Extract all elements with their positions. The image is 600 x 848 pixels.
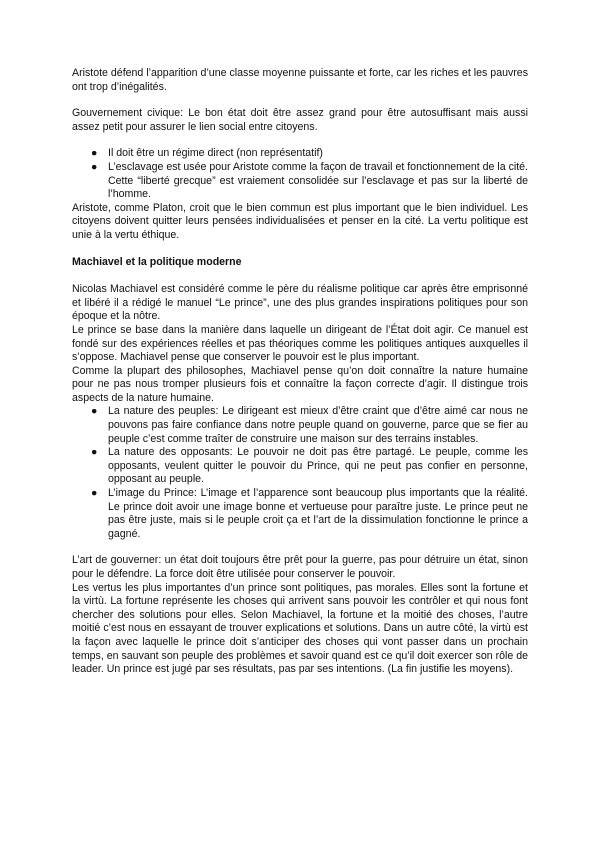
paragraph-bien-commun: Aristote, comme Platon, croit que le bien commun est plus important que le bien individuel. Les citoyens doivent quitter leurs pensées individualisées et penser en la cité. La vertu politique est unie à la vertu éthique.: [72, 201, 528, 241]
paragraph-classe-moyenne: Aristote défend l’apparition d’une classe moyenne puissante et forte, car les riches et les pauvres ont trop d’inégalités.: [72, 67, 528, 93]
paragraph-art-de-gouverner: L’art de gouverner: un état doit toujours être prêt pour la guerre, pas pour détruire un état, sinon pour le défendre. La force doit être utilisée pour conserver le pouvoir.: [72, 554, 528, 580]
paragraph-nature-humaine: Comme la plupart des philosophes, Machiavel pense qu’on doit connaître la nature humaine pour ne pas nous tromper plusieurs fois et connaître la façon correcte d’agir. Il distingue trois aspects de la nature humaine.: [72, 364, 528, 404]
bullet-icon: ●: [91, 160, 98, 173]
bullet-icon: ●: [91, 446, 98, 459]
paragraph-gouvernement-civique: Gouvernement civique: Le bon état doit être assez grand pour être autosuffisant mais aussi assez petit pour assurer le lien social entre citoyens.: [72, 107, 528, 133]
list-item: ● L’esclavage est usée pour Aristote comme la façon de travail et fonctionnement de la cité. Cette “liberté grecque” est vraiement consolidée sur l’esclavage et pas sur la liberté de l’homme.: [91, 160, 528, 201]
paragraph-vertus: Les vertus les plus importantes d’un prince sont politiques, pas morales. Elles sont la fortune et la virtù. La fortune représente les choses qui arrivent sans pouvoir les contrôler et qui nous font chercher des solutions pour elles. Selon Machiavel, la fortune et la moitié des choses, l’autre moitié c’est nous en essayant de trouver explications et solutions. Dans un autre côté, la virtù est la façon avec laquelle le prince doit s’anticiper des choses qui vont passer dans un prochain temps, en sauvant son peuple des problèmes et savoir quand est ce qu’il doit exercer son rôle de leader. Un prince est jugé par ses résultats, pas par ses intentions. (La fin justifie les moyens).: [72, 581, 528, 676]
bullet-icon: ●: [91, 487, 98, 500]
list-item: ● Il doit être un régime direct (non représentatif): [91, 147, 323, 160]
bullet-list-nature: [72, 405, 528, 541]
list-item: ● L’image du Prince: L’image et l’apparence sont beaucoup plus importants que la réalité. Le prince doit avoir une image bonne et vertueuse pour paraître juste. Le prince peut ne pas être juste, mais si le peuple croit ça et l’art de la dissimulation fonctionne le prince a gagné.: [91, 487, 528, 540]
list-item: ● La nature des peuples: Le dirigeant est mieux d’être craint que d’être aimé car nous ne pouvons pas faire confiance dans notre peuple quand on gouverne, parce que se fier au peuple c’est comme traîter de construire une maison sur des terrains instables.: [91, 405, 528, 445]
paragraph-machiavel-intro: Nicolas Machiavel est considéré comme le père du réalisme politique car après être emprisonné et libéré il a rédigé le manuel “Le prince”, une des plus grandes inspirations politiques pour son époque et la nôtre.: [72, 283, 528, 323]
paragraph-le-prince: Le prince se base dans la manière dans laquelle un dirigeant de l’État doit agir. Ce manuel est fondé sur des expériences réelles et pas théoriques comme les politiques antiques auxquelles il s’oppose. Machiavel pense que conserver le pouvoir est le plus important.: [72, 323, 528, 364]
list-item: ● La nature des opposants: Le pouvoir ne doit pas être partagé. Le peuple, comme les opposants, veulent quitter le pouvoir du Prince, qui ne peut pas confier en personne, opposant au peuple.: [91, 446, 528, 486]
bullet-list-aristote: [72, 147, 528, 201]
bullet-icon: ●: [91, 405, 98, 418]
section-heading: Machiavel et la politique moderne: [72, 255, 242, 268]
bullet-icon: ●: [91, 147, 98, 160]
